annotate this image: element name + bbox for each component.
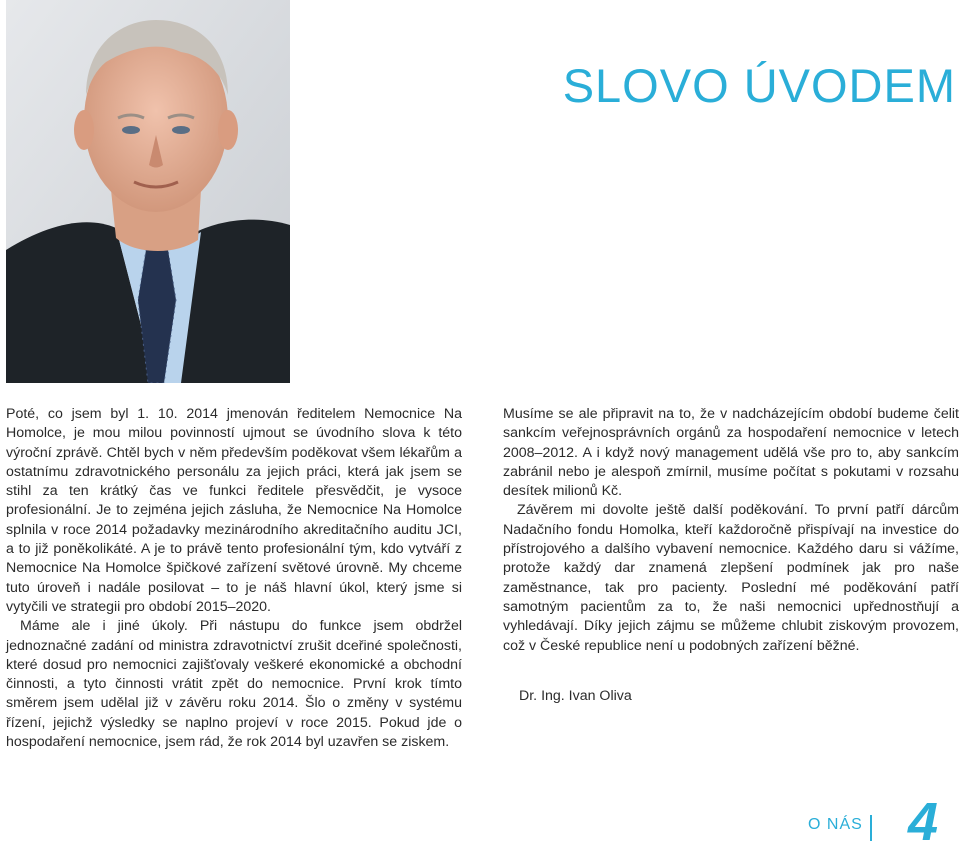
paragraph: Závěrem mi dovolte ještě další poděkování. To první patří dárcům Nadačního fondu Homolka, kteří každoročně přispívají na investice do přístrojového a dalšího vybavení nemocnice. Každého daru si vážíme, protože každý dar znamená zlepšení podmínek jak pro naše zaměstnance, tak pro pacienty. Poslední mé poděkování patří samotným pacientům za to, že naši nemocnici upřednostňují a vyhledávají. Díky jejich zájmu se můžeme chlubit ziskovým provozem, což v České republice není u podobných zařízení běžné. <box>503 502 959 654</box>
footer-section-label: O NÁS <box>808 816 863 833</box>
footer-divider <box>870 815 872 841</box>
signature: Dr. Ing. Ivan Oliva <box>519 688 632 704</box>
paragraph: Musíme se ale připravit na to, že v nadcházejícím období budeme čelit sankcím veřejnosprávních orgánů za hospodaření nemocnice v letech 2008–2012. A i když nový management udělá vše pro to, aby sankcím zabránil nebo je alespoň zmírnil, musíme počítat s pokutami v rozsahu desítek milionů Kč. <box>503 406 959 500</box>
right-text-column <box>503 405 959 656</box>
page-title: SLOVO ÚVODEM <box>562 59 956 112</box>
page-number: 4 <box>908 792 939 843</box>
portrait-photo <box>6 0 290 383</box>
paragraph: Poté, co jsem byl 1. 10. 2014 jmenován ředitelem Nemocnice Na Homolce, je mou milou povinností ujmout se úvodního slova k této výroční zprávě. Chtěl bych v něm především poděkovat všem lékařům a ostatnímu zdravotnického personálu za jejich práci, která jak jsem se stihl za ten krátký čas ve funkci ředitele přesvědčit, je vysoce profesionální. Je to zejména jejich zásluha, že Nemocnice Na Homolce splnila v roce 2014 požadavky mezinárodního akreditačního auditu JCI, a to již poněkolikáté. A je to právě tento profesionální tým, kdo vytváří z Nemocnice Na Homolce špičkové zařízení světové úrovně. My chceme tuto úroveň i nadále posilovat – to je náš hlavní úkol, který jsme si vytyčili ve strategii pro období 2015–2020. <box>6 406 462 615</box>
portrait-illustration <box>6 0 290 383</box>
left-text-column <box>6 405 462 752</box>
paragraph: Máme ale i jiné úkoly. Při nástupu do funkce jsem obdržel jednoznačné zadání od ministra zdravotnictví zrušit dceřiné společnosti, které dosud pro nemocnici zajišťovaly veškeré ekonomické a obchodní činnosti, a tyto činnosti vrátit zpět do nemocnice. První krok tímto směrem jsem udělal již v závěru roku 2014. Šlo o změny v systému řízení, jejichž výsledky se naplno projeví v roce 2015. Pokud jde o hospodaření nemocnice, jsem rád, že rok 2014 byl uzavřen se ziskem. <box>6 618 462 751</box>
